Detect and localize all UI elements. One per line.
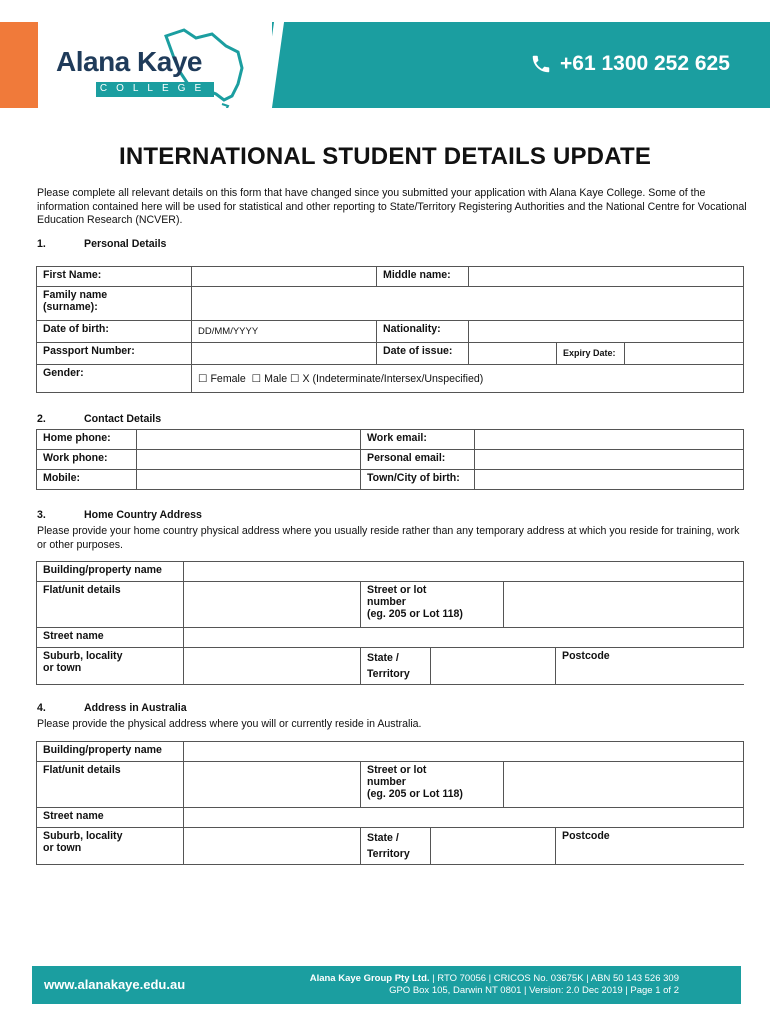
middle-name-label: Middle name: [377, 267, 469, 287]
street-lot-line1: Street or lot [367, 584, 427, 596]
street-name-field[interactable] [184, 808, 744, 828]
brand-name: Alana Kaye [56, 46, 202, 77]
home-phone-field[interactable] [137, 430, 361, 450]
street-lot-line2: number [367, 596, 406, 608]
x-option: X (Indeterminate/Intersex/Unspecified) [302, 373, 484, 385]
state-field[interactable] [431, 648, 556, 685]
town-of-birth-field[interactable] [475, 470, 744, 490]
building-label: Building/property name [37, 742, 184, 762]
work-email-label: Work email: [361, 430, 475, 450]
street-name-label: Street name [37, 808, 184, 828]
middle-name-field[interactable] [469, 267, 744, 287]
suburb-label [37, 648, 184, 685]
footer-info [310, 973, 679, 997]
first-name-label: First Name: [37, 267, 192, 287]
street-lot-label [361, 762, 504, 808]
family-name-field[interactable] [192, 287, 744, 321]
suburb-field[interactable] [184, 828, 361, 865]
street-lot-field[interactable] [504, 582, 744, 628]
street-lot-line1: Street or lot [367, 764, 427, 776]
section-number: 2. [37, 413, 46, 425]
street-lot-line3: (eg. 205 or Lot 118) [367, 608, 463, 620]
footer-line1 [310, 973, 679, 985]
gender-label: Gender: [37, 365, 192, 393]
flat-label: Flat/unit details [37, 582, 184, 628]
state-line2: Territory [367, 848, 410, 860]
nationality-label: Nationality: [377, 321, 469, 343]
section-au-address-heading [37, 702, 187, 714]
website-link[interactable]: www.alanakaye.edu.au [44, 977, 186, 992]
college-logo[interactable] [56, 28, 256, 108]
dob-label: Date of birth: [37, 321, 192, 343]
first-name-field[interactable] [192, 267, 377, 287]
passport-field[interactable] [192, 343, 377, 365]
street-name-field[interactable] [184, 628, 744, 648]
x-checkbox[interactable]: ☐ [290, 373, 303, 385]
section-number: 1. [37, 238, 46, 250]
family-name-label-line2: (surname): [43, 301, 98, 313]
state-line1: State / [367, 832, 399, 844]
family-name-label-line1: Family name [43, 289, 108, 301]
au-address-table [36, 741, 744, 865]
flat-label: Flat/unit details [37, 762, 184, 808]
male-checkbox[interactable]: ☐ [251, 373, 265, 385]
expiry-date-label: Expiry Date: [557, 343, 625, 365]
nationality-field[interactable] [469, 321, 744, 343]
flat-field[interactable] [184, 582, 361, 628]
au-address-desc: Please provide the physical address where you will or currently reside in Australia. [37, 718, 422, 730]
brand-sub: COLLEGE [99, 83, 211, 94]
street-lot-field[interactable] [504, 762, 744, 808]
personal-details-table [36, 266, 744, 393]
state-line2: Territory [367, 668, 410, 680]
contact-details-table [36, 429, 744, 490]
header-orange-band [0, 22, 38, 108]
date-of-issue-label: Date of issue: [377, 343, 469, 365]
section-contact-heading [37, 413, 161, 425]
personal-email-field[interactable] [475, 450, 744, 470]
dob-field[interactable]: DD/MM/YYYY [192, 321, 377, 343]
page-title: INTERNATIONAL STUDENT DETAILS UPDATE [118, 143, 652, 170]
work-email-field[interactable] [475, 430, 744, 450]
phone-contact[interactable] [530, 52, 730, 76]
section-personal-heading [37, 238, 166, 250]
town-of-birth-label: Town/City of birth: [361, 470, 475, 490]
intro-text: Please complete all relevant details on this form that have changed since you submitted your application with Alana Kaye College. Some of the information contained here will be used for statistical and other reporting to State/Territory Registering Authorities and the National Centre for Vocational Education Research (NCVER). [37, 187, 747, 226]
footer-bar [32, 966, 741, 1004]
state-field[interactable] [431, 828, 556, 865]
suburb-line2: or town [43, 842, 82, 854]
building-field[interactable] [184, 562, 744, 582]
mobile-field[interactable] [137, 470, 361, 490]
section-title: Address in Australia [84, 702, 187, 714]
section-number: 3. [37, 509, 46, 521]
section-home-address-heading [37, 509, 202, 521]
suburb-line2: or town [43, 662, 82, 674]
female-checkbox[interactable]: ☐ [198, 373, 211, 385]
street-name-label: Street name [37, 628, 184, 648]
home-address-desc: Please provide your home country physical address where you usually reside rather than any temporary address at which you reside for training, work or other purposes. [37, 525, 740, 551]
work-phone-label: Work phone: [37, 450, 137, 470]
state-label [361, 648, 431, 685]
building-label: Building/property name [37, 562, 184, 582]
phone-number: +61 1300 252 625 [560, 52, 730, 75]
section-title: Personal Details [84, 238, 167, 250]
home-phone-label: Home phone: [37, 430, 137, 450]
mobile-label: Mobile: [37, 470, 137, 490]
suburb-line1: Suburb, locality [43, 830, 123, 842]
gender-options [192, 365, 744, 393]
personal-email-label: Personal email: [361, 450, 475, 470]
female-option: Female [210, 373, 246, 385]
date-of-issue-field[interactable] [469, 343, 557, 365]
suburb-label [37, 828, 184, 865]
work-phone-field[interactable] [137, 450, 361, 470]
state-line1: State / [367, 652, 399, 664]
flat-field[interactable] [184, 762, 361, 808]
postcode-label: Postcode [556, 648, 744, 685]
street-lot-label [361, 582, 504, 628]
street-lot-line3: (eg. 205 or Lot 118) [367, 788, 463, 800]
footer-registration: | RTO 70056 | CRICOS No. 03675K | ABN 50 143 526 309 [429, 973, 679, 984]
street-lot-line2: number [367, 776, 406, 788]
building-field[interactable] [184, 742, 744, 762]
male-option: Male [264, 373, 288, 385]
section-title: Contact Details [84, 413, 162, 425]
section-number: 4. [37, 702, 46, 714]
expiry-date-field[interactable] [625, 343, 744, 365]
suburb-field[interactable] [184, 648, 361, 685]
home-address-table [36, 561, 744, 685]
section-title: Home Country Address [84, 509, 202, 521]
state-label [361, 828, 431, 865]
postcode-label: Postcode [556, 828, 744, 865]
footer-line2: GPO Box 105, Darwin NT 0801 | Version: 2.0 Dec 2019 | Page 1 of 2 [389, 985, 679, 996]
passport-label: Passport Number: [37, 343, 192, 365]
suburb-line1: Suburb, locality [43, 650, 123, 662]
footer-company: Alana Kaye Group Pty Ltd. [309, 973, 430, 984]
family-name-label [37, 287, 192, 321]
phone-icon [530, 53, 552, 75]
